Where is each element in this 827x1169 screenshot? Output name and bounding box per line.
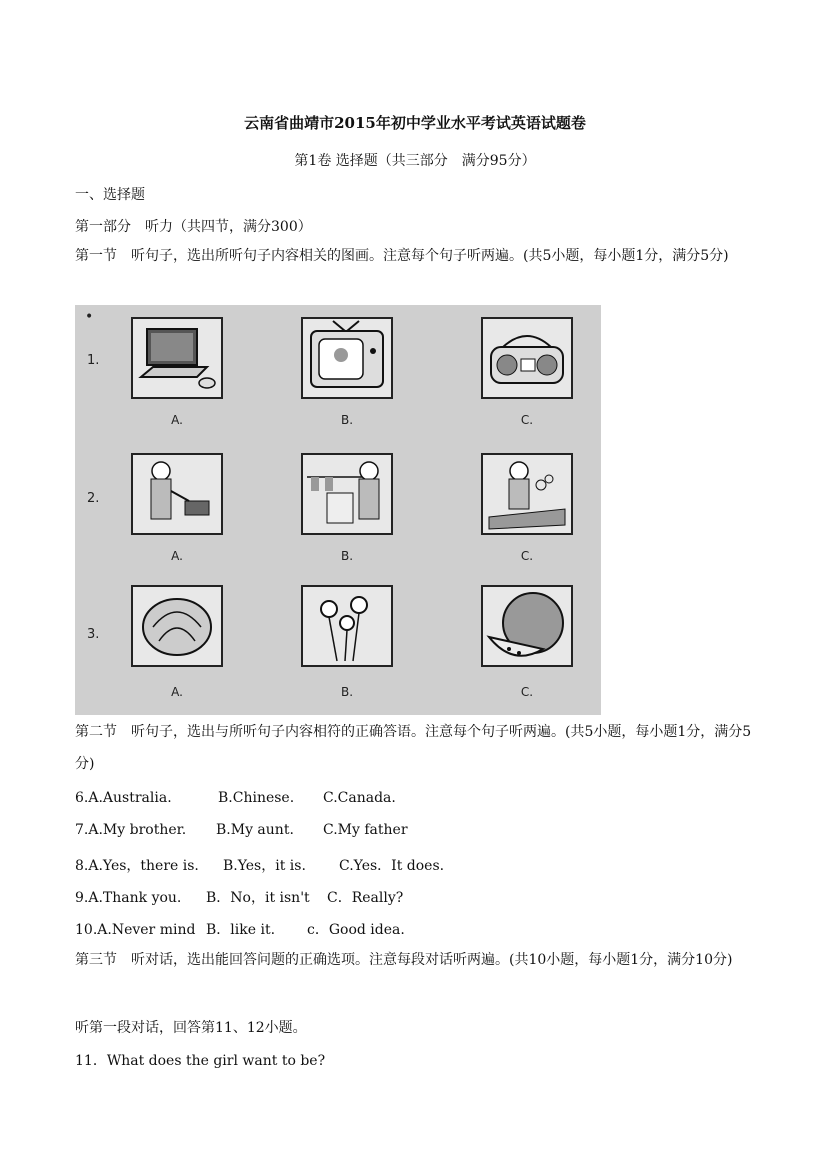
exam-title: 云南省曲靖市2015年初中学业水平考试英语试题卷 <box>244 114 586 132</box>
section1-instruction: 第一节 听句子，选出所听句子内容相关的图画。注意每个句子听两遍。(共5小题，每小题1分，满分5分) <box>75 248 729 264</box>
washing-clothes-icon <box>301 453 393 535</box>
section3-instruction: 第三节 听对话，选出能回答问题的正确选项。注意每段对话听两遍。(共10小题，每小题1分，满分10分) <box>75 952 733 968</box>
option-c: C.My father <box>323 822 408 838</box>
radio-icon <box>481 317 573 399</box>
row-label-2: 2. <box>87 491 100 506</box>
option-b: B.Yes，it is. <box>223 858 306 874</box>
caption-2b: B. <box>340 549 354 563</box>
washing-dishes-icon <box>481 453 573 535</box>
question-9 <box>75 887 755 907</box>
section2-instruction: 第二节 听句子，选出与所听句子内容相符的正确答语。注意每个句子听两遍。(共5小题，每小题1分，满分5分) <box>75 724 752 772</box>
dialog-intro: 听第一段对话，回答第11、12小题。 <box>75 1020 307 1036</box>
question-8 <box>75 855 755 875</box>
question-11: 11．What does the girl want to be? <box>75 1053 326 1069</box>
caption-3a: A. <box>171 685 183 699</box>
caption-2c: C. <box>520 549 534 563</box>
option-a: 7.A.My brother. <box>75 822 187 838</box>
option-b: B．No，it isn't <box>206 890 310 906</box>
caption-1a: A. <box>171 413 183 427</box>
section-heading: 一、选择题 <box>75 187 145 203</box>
flowers-icon <box>301 585 393 667</box>
option-b: B.Chinese. <box>218 790 295 806</box>
caption-3b: B. <box>340 685 354 699</box>
question-6 <box>75 790 755 806</box>
cooking-icon <box>131 453 223 535</box>
option-a: 8.A.Yes，there is. <box>75 858 199 874</box>
part-heading: 第一部分 听力（共四节，满分300） <box>75 219 312 235</box>
option-c: C.Canada. <box>323 790 396 806</box>
exam-subtitle: 第1卷 选择题（共三部分 满分95分） <box>294 153 536 169</box>
caption-1b: B. <box>340 413 354 427</box>
option-b: B.My aunt. <box>216 822 294 838</box>
television-icon <box>301 317 393 399</box>
row-label-3: 3. <box>87 627 100 642</box>
laptop-icon <box>131 317 223 399</box>
option-c: c．Good idea. <box>307 922 405 938</box>
option-a: 10.A.Never mind <box>75 922 196 938</box>
option-a: 9.A.Thank you. <box>75 890 182 906</box>
option-c: C.Yes．It does. <box>339 858 445 874</box>
question-10 <box>75 919 755 939</box>
watermelon-icon <box>481 585 573 667</box>
option-c: C．Really? <box>327 890 404 906</box>
option-a: 6.A.Australia. <box>75 790 172 806</box>
caption-1c: C. <box>520 413 534 427</box>
caption-3c: C. <box>520 685 534 699</box>
caption-2a: A. <box>171 549 183 563</box>
option-b: B．like it. <box>206 922 276 938</box>
question-7 <box>75 822 755 838</box>
cabbage-icon <box>131 585 223 667</box>
row-label-1: 1. <box>87 353 100 368</box>
picture-choices-figure: • 1. 2. 3. A. B. C. A. B. C. A. B. C. <box>75 305 601 715</box>
